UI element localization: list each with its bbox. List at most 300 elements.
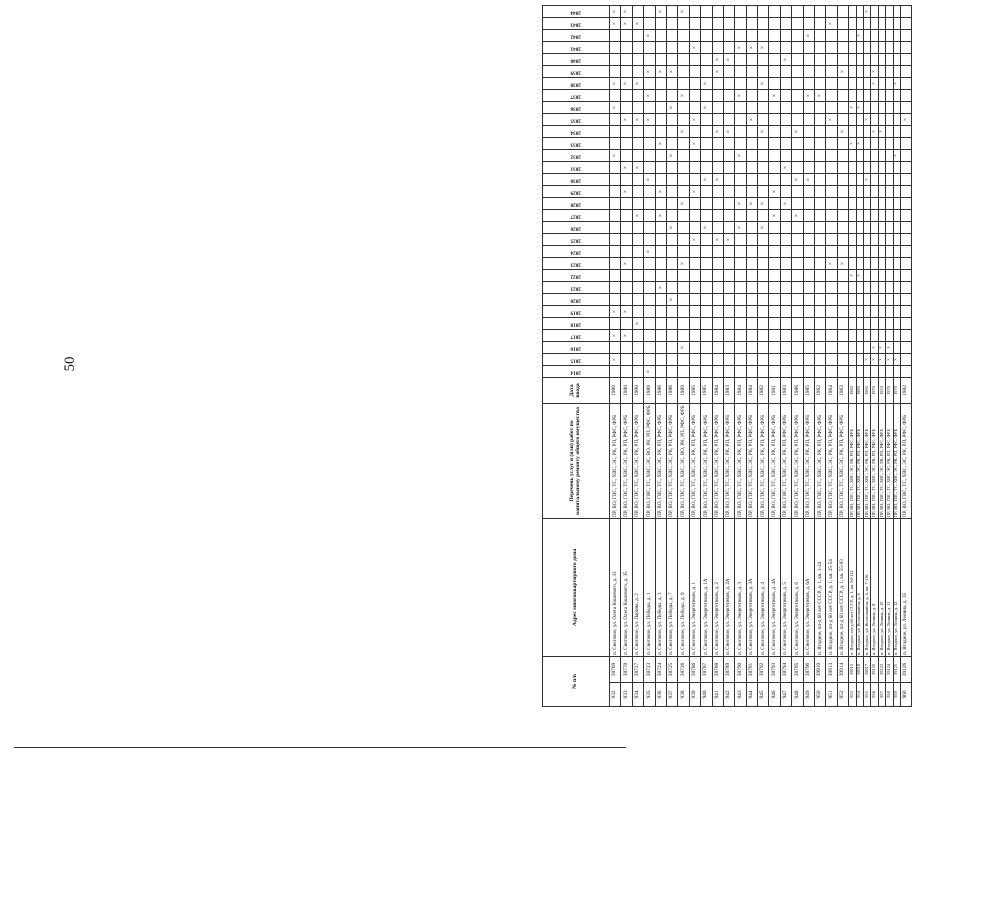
row-mark-2022 <box>723 270 734 282</box>
row-mark-2035: × <box>621 114 632 126</box>
row-mark-2035 <box>735 114 746 126</box>
row-mark-2020 <box>780 294 791 306</box>
row-mark-2025 <box>878 234 885 246</box>
row-mark-2043: × <box>610 18 621 30</box>
table-row <box>769 6 780 707</box>
row-mark-2024 <box>655 246 666 258</box>
row-mark-2029: × <box>655 186 666 198</box>
row-mark-2028: × <box>758 198 769 210</box>
row-mark-2021 <box>712 282 723 294</box>
row-mark-2023 <box>769 258 780 270</box>
row-mark-2037: × <box>644 90 655 102</box>
row-mark-2017 <box>871 330 878 342</box>
header-year-2034 <box>543 126 610 138</box>
row-commission-year: 1970 <box>886 378 893 404</box>
header-num: № п/п <box>543 657 610 707</box>
row-mark-2021 <box>803 282 814 294</box>
row-mark-2029 <box>735 186 746 198</box>
row-mark-2028 <box>701 198 712 210</box>
table-row <box>678 6 689 707</box>
row-mark-2026 <box>849 222 856 234</box>
row-mark-2017 <box>878 330 885 342</box>
row-mark-2020 <box>644 294 655 306</box>
row-mark-2042 <box>863 30 870 42</box>
row-mark-2040 <box>815 54 826 66</box>
row-mark-2036: × <box>701 102 712 114</box>
row-mark-2020 <box>746 294 757 306</box>
row-number: 955 <box>863 683 870 707</box>
row-mark-2025 <box>632 234 643 246</box>
row-address: п. Ягодное, ул. Ленина, д. 12 <box>893 519 900 657</box>
row-mark-2044 <box>886 6 893 18</box>
row-mark-2020 <box>792 294 803 306</box>
row-mark-2023 <box>723 258 734 270</box>
row-mark-2038 <box>856 78 863 90</box>
row-mark-2014 <box>769 366 780 378</box>
row-mark-2017 <box>735 330 746 342</box>
row-mark-2025 <box>792 234 803 246</box>
row-mark-2018 <box>871 318 878 330</box>
row-number: 947 <box>780 683 791 707</box>
row-mark-2042: × <box>644 30 655 42</box>
row-mark-2038 <box>803 78 814 90</box>
row-mark-2028 <box>837 198 848 210</box>
row-services: ПР, ВО, ГВС, ТС, ХВС, ЭС, РК, РП, РФС, ФРБ <box>837 404 848 519</box>
row-house-id: 38793 <box>769 657 780 683</box>
row-mark-2020 <box>701 294 712 306</box>
row-mark-2032 <box>826 150 837 162</box>
row-number: 948 <box>792 683 803 707</box>
row-mark-2040 <box>893 54 900 66</box>
row-mark-2037: × <box>769 90 780 102</box>
row-address: п. Снеговое, ул. Энергетиков, д. 2 <box>712 519 723 657</box>
row-mark-2015 <box>792 354 803 366</box>
row-mark-2040 <box>746 54 757 66</box>
row-mark-2024 <box>769 246 780 258</box>
row-mark-2020 <box>621 294 632 306</box>
row-mark-2027 <box>871 210 878 222</box>
row-house-id: 38726 <box>678 657 689 683</box>
row-services: ПР, ВО, ГВС, ТС, ХВС, ЭС, РК, РП, РФС, ФРБ <box>712 404 723 519</box>
row-mark-2016 <box>815 342 826 354</box>
row-mark-2030: × <box>792 174 803 186</box>
row-mark-2034 <box>815 126 826 138</box>
row-address: п. Ягодное, пл-д 60 лет СССР, д. 1, кв. 55-93 <box>837 519 848 657</box>
row-mark-2025: × <box>712 234 723 246</box>
row-mark-2041 <box>769 42 780 54</box>
row-mark-2019 <box>900 306 911 318</box>
row-house-id: 39917 <box>863 657 870 683</box>
row-mark-2033: × <box>655 138 666 150</box>
row-mark-2019 <box>893 306 900 318</box>
row-mark-2028 <box>803 198 814 210</box>
row-house-id: 38770 <box>621 657 632 683</box>
row-mark-2037 <box>849 90 856 102</box>
row-address: п. Снеговое, ул. Парина, д. 2 <box>632 519 643 657</box>
table-row <box>856 6 863 707</box>
row-mark-2015 <box>849 354 856 366</box>
header-year-label: 2027 <box>570 213 581 220</box>
row-mark-2026 <box>632 222 643 234</box>
row-mark-2037 <box>792 90 803 102</box>
row-mark-2035 <box>780 114 791 126</box>
row-mark-2016 <box>621 342 632 354</box>
row-mark-2023 <box>689 258 700 270</box>
row-mark-2040 <box>666 54 677 66</box>
table-row <box>712 6 723 707</box>
row-address: п. Снеговое, ул. Победы, д. 9 <box>678 519 689 657</box>
row-commission-year: 1962 <box>815 378 826 404</box>
row-mark-2042 <box>689 30 700 42</box>
row-house-id: 38724 <box>655 657 666 683</box>
row-mark-2041 <box>863 42 870 54</box>
row-mark-2035 <box>610 114 621 126</box>
row-mark-2018 <box>815 318 826 330</box>
row-mark-2014 <box>655 366 666 378</box>
row-mark-2033 <box>735 138 746 150</box>
row-mark-2035: × <box>863 114 870 126</box>
row-mark-2032 <box>886 150 893 162</box>
row-services: ПР, ВО, ГВС, ТС, ХВС, ЭС, РК, РП, РФС, ФРБ <box>666 404 677 519</box>
row-mark-2020 <box>610 294 621 306</box>
row-mark-2041 <box>644 42 655 54</box>
row-mark-2042 <box>701 30 712 42</box>
row-mark-2043 <box>871 18 878 30</box>
row-mark-2016 <box>712 342 723 354</box>
row-mark-2019 <box>655 306 666 318</box>
row-mark-2016 <box>849 342 856 354</box>
row-mark-2040 <box>900 54 911 66</box>
row-mark-2027 <box>644 210 655 222</box>
row-mark-2037: × <box>678 90 689 102</box>
row-mark-2027 <box>723 210 734 222</box>
row-mark-2033 <box>900 138 911 150</box>
row-mark-2014 <box>863 366 870 378</box>
row-mark-2031 <box>871 162 878 174</box>
row-mark-2025: × <box>689 234 700 246</box>
row-mark-2038 <box>780 78 791 90</box>
row-mark-2041 <box>849 42 856 54</box>
row-mark-2032 <box>863 150 870 162</box>
row-mark-2019 <box>863 306 870 318</box>
row-mark-2022 <box>644 270 655 282</box>
row-services: ПР, ВО, ГВС, ТС, ХВС, ЭС, РК, РП, РФС, ФРБ <box>655 404 666 519</box>
row-mark-2018 <box>826 318 837 330</box>
row-mark-2014 <box>893 366 900 378</box>
row-mark-2021 <box>871 282 878 294</box>
row-mark-2039 <box>769 66 780 78</box>
row-services: ПР, ВО, ГВС, ТС, ХВС, ЭС, РК, РП, РФС, ФРБ <box>886 404 893 519</box>
row-mark-2018 <box>735 318 746 330</box>
row-mark-2027 <box>900 210 911 222</box>
row-mark-2034 <box>644 126 655 138</box>
row-mark-2035 <box>758 114 769 126</box>
row-mark-2023 <box>856 258 863 270</box>
row-mark-2016: × <box>878 342 885 354</box>
row-mark-2022 <box>878 270 885 282</box>
row-mark-2036 <box>621 102 632 114</box>
row-address: п. Ягодное, ул. Ленина, д. 8 <box>871 519 878 657</box>
row-mark-2015 <box>837 354 848 366</box>
header-year-label: 2018 <box>570 321 581 328</box>
row-mark-2044 <box>878 6 885 18</box>
row-mark-2016 <box>893 342 900 354</box>
header-year-2044 <box>543 6 610 18</box>
row-mark-2037 <box>893 90 900 102</box>
row-mark-2018 <box>621 318 632 330</box>
row-mark-2035 <box>666 114 677 126</box>
row-mark-2040 <box>678 54 689 66</box>
row-mark-2025 <box>701 234 712 246</box>
row-number: 942 <box>723 683 734 707</box>
row-mark-2030 <box>758 174 769 186</box>
row-mark-2042 <box>826 30 837 42</box>
table-row <box>900 6 911 707</box>
row-mark-2029 <box>886 186 893 198</box>
row-mark-2044: × <box>863 6 870 18</box>
row-mark-2034 <box>769 126 780 138</box>
row-mark-2027 <box>666 210 677 222</box>
row-mark-2029 <box>849 186 856 198</box>
row-mark-2027 <box>735 210 746 222</box>
header-year-2038 <box>543 78 610 90</box>
row-mark-2032 <box>815 150 826 162</box>
row-mark-2029 <box>871 186 878 198</box>
row-mark-2041 <box>878 42 885 54</box>
row-mark-2021 <box>886 282 893 294</box>
row-mark-2015 <box>655 354 666 366</box>
row-mark-2025 <box>837 234 848 246</box>
row-mark-2033 <box>610 138 621 150</box>
row-mark-2019: × <box>610 306 621 318</box>
capital-repair-table-wrapper <box>542 6 990 707</box>
row-mark-2025 <box>621 234 632 246</box>
row-mark-2022 <box>621 270 632 282</box>
row-mark-2027 <box>856 210 863 222</box>
row-address: п. Ягодное, ул. Космонавтов, д. 6 <box>856 519 863 657</box>
row-mark-2031 <box>826 162 837 174</box>
row-mark-2018 <box>878 318 885 330</box>
row-mark-2039 <box>900 66 911 78</box>
row-mark-2034 <box>701 126 712 138</box>
row-mark-2023 <box>878 258 885 270</box>
row-mark-2020 <box>815 294 826 306</box>
row-mark-2019 <box>632 306 643 318</box>
row-mark-2034 <box>849 126 856 138</box>
row-mark-2014 <box>689 366 700 378</box>
row-mark-2021 <box>701 282 712 294</box>
row-mark-2043 <box>893 18 900 30</box>
row-mark-2022 <box>666 270 677 282</box>
row-mark-2014 <box>849 366 856 378</box>
row-mark-2024 <box>735 246 746 258</box>
footer-rule <box>14 747 626 748</box>
row-mark-2030 <box>856 174 863 186</box>
row-mark-2036 <box>893 102 900 114</box>
row-mark-2033 <box>632 138 643 150</box>
row-mark-2039 <box>780 66 791 78</box>
row-mark-2018 <box>837 318 848 330</box>
row-mark-2038 <box>678 78 689 90</box>
row-mark-2040 <box>758 54 769 66</box>
row-mark-2017 <box>712 330 723 342</box>
row-mark-2019 <box>856 306 863 318</box>
row-services: ПР, ВО, ГВС, ТС, ХВС, ЭС, РК, РП, РФС, ФРБ <box>871 404 878 519</box>
row-mark-2042: × <box>803 30 814 42</box>
row-mark-2014 <box>632 366 643 378</box>
row-mark-2037: × <box>815 90 826 102</box>
row-mark-2014 <box>712 366 723 378</box>
row-mark-2043 <box>689 18 700 30</box>
row-number: 945 <box>758 683 769 707</box>
row-mark-2036 <box>758 102 769 114</box>
header-year-label: 2034 <box>570 129 581 136</box>
row-number: 937 <box>666 683 677 707</box>
row-mark-2015 <box>712 354 723 366</box>
row-mark-2025 <box>746 234 757 246</box>
row-mark-2037 <box>837 90 848 102</box>
row-mark-2032: × <box>666 150 677 162</box>
row-mark-2041: × <box>735 42 746 54</box>
row-mark-2036 <box>792 102 803 114</box>
row-mark-2016: × <box>886 342 893 354</box>
row-mark-2034: × <box>837 126 848 138</box>
row-mark-2030 <box>849 174 856 186</box>
row-mark-2039 <box>856 66 863 78</box>
table-row <box>878 6 885 707</box>
row-mark-2028 <box>666 198 677 210</box>
row-mark-2038: × <box>632 78 643 90</box>
row-mark-2031: × <box>780 162 791 174</box>
row-mark-2020 <box>803 294 814 306</box>
row-mark-2041: × <box>689 42 700 54</box>
row-commission-year: 1985 <box>701 378 712 404</box>
row-mark-2019 <box>701 306 712 318</box>
header-year-label: 2032 <box>570 153 581 160</box>
row-number: 953 <box>849 683 856 707</box>
row-mark-2024 <box>849 246 856 258</box>
row-mark-2033 <box>644 138 655 150</box>
row-mark-2037 <box>666 90 677 102</box>
row-mark-2038 <box>815 78 826 90</box>
row-mark-2038 <box>666 78 677 90</box>
row-mark-2024 <box>632 246 643 258</box>
row-mark-2020 <box>856 294 863 306</box>
row-mark-2016 <box>900 342 911 354</box>
row-mark-2027 <box>815 210 826 222</box>
row-mark-2032 <box>803 150 814 162</box>
row-mark-2038 <box>849 78 856 90</box>
row-mark-2027 <box>678 210 689 222</box>
row-mark-2019 <box>678 306 689 318</box>
row-mark-2024 <box>712 246 723 258</box>
row-mark-2019 <box>746 306 757 318</box>
row-mark-2016 <box>632 342 643 354</box>
row-commission-year: 1984 <box>712 378 723 404</box>
row-mark-2038 <box>769 78 780 90</box>
row-mark-2025 <box>666 234 677 246</box>
row-mark-2035 <box>712 114 723 126</box>
row-mark-2027 <box>701 210 712 222</box>
row-services: ПР, ВО, ГВС, ТС, ХВС, ЭС, РК, РП, РФС, ФРБ <box>863 404 870 519</box>
row-mark-2038 <box>746 78 757 90</box>
row-mark-2040 <box>837 54 848 66</box>
row-mark-2044 <box>644 6 655 18</box>
row-mark-2017 <box>900 330 911 342</box>
header-year-label: 2022 <box>570 273 581 280</box>
row-mark-2041 <box>610 42 621 54</box>
row-mark-2031 <box>644 162 655 174</box>
header-year-label: 2044 <box>570 9 581 16</box>
row-mark-2034 <box>900 126 911 138</box>
row-mark-2018: × <box>632 318 643 330</box>
row-mark-2023: × <box>837 258 848 270</box>
row-mark-2024 <box>723 246 734 258</box>
row-commission-year: 1992 <box>863 378 870 404</box>
row-mark-2018 <box>893 318 900 330</box>
row-number: 933 <box>621 683 632 707</box>
row-mark-2016 <box>701 342 712 354</box>
row-mark-2026 <box>886 222 893 234</box>
row-mark-2026: × <box>701 222 712 234</box>
row-commission-year: 1982 <box>758 378 769 404</box>
row-services: ПР, ВО, ГВС, ТС, ХВС, ЭС, РК, РП, РФС, ФРБ <box>610 404 621 519</box>
row-mark-2038 <box>735 78 746 90</box>
row-mark-2038: × <box>871 78 878 90</box>
row-mark-2040 <box>871 54 878 66</box>
row-mark-2036 <box>746 102 757 114</box>
row-mark-2039 <box>701 66 712 78</box>
row-mark-2028 <box>886 198 893 210</box>
row-mark-2017 <box>644 330 655 342</box>
row-mark-2023 <box>792 258 803 270</box>
row-mark-2034: × <box>678 126 689 138</box>
row-mark-2035 <box>878 114 885 126</box>
row-mark-2044: × <box>610 6 621 18</box>
header-year-2035 <box>543 114 610 126</box>
row-services: ПР, ВО, ГВС, ТС, ХВС, ЭС, РК, РП, РФС, ФРБ <box>815 404 826 519</box>
row-mark-2031: × <box>632 162 643 174</box>
row-mark-2014 <box>792 366 803 378</box>
row-mark-2039 <box>849 66 856 78</box>
row-mark-2028 <box>849 198 856 210</box>
row-mark-2042 <box>780 30 791 42</box>
row-mark-2015 <box>746 354 757 366</box>
row-mark-2018 <box>746 318 757 330</box>
row-mark-2033 <box>758 138 769 150</box>
header-year-label: 2019 <box>570 309 581 316</box>
row-services: ПР, ВО, ГВС, ТС, ХВС, ЭС, РК, РП, РФС, ФРБ <box>878 404 885 519</box>
table-row <box>886 6 893 707</box>
row-mark-2015 <box>701 354 712 366</box>
row-commission-year: 1986 <box>792 378 803 404</box>
row-number: 935 <box>644 683 655 707</box>
header-year-label: 2030 <box>570 177 581 184</box>
row-number: 950 <box>815 683 826 707</box>
row-mark-2017 <box>863 330 870 342</box>
header-year-2021 <box>543 282 610 294</box>
row-house-id: 38792 <box>758 657 769 683</box>
row-mark-2034: × <box>878 126 885 138</box>
row-mark-2042 <box>678 30 689 42</box>
row-mark-2033 <box>792 138 803 150</box>
row-mark-2033 <box>803 138 814 150</box>
row-mark-2014 <box>746 366 757 378</box>
table-row <box>837 6 848 707</box>
row-mark-2020 <box>893 294 900 306</box>
row-mark-2020 <box>689 294 700 306</box>
row-mark-2027 <box>621 210 632 222</box>
